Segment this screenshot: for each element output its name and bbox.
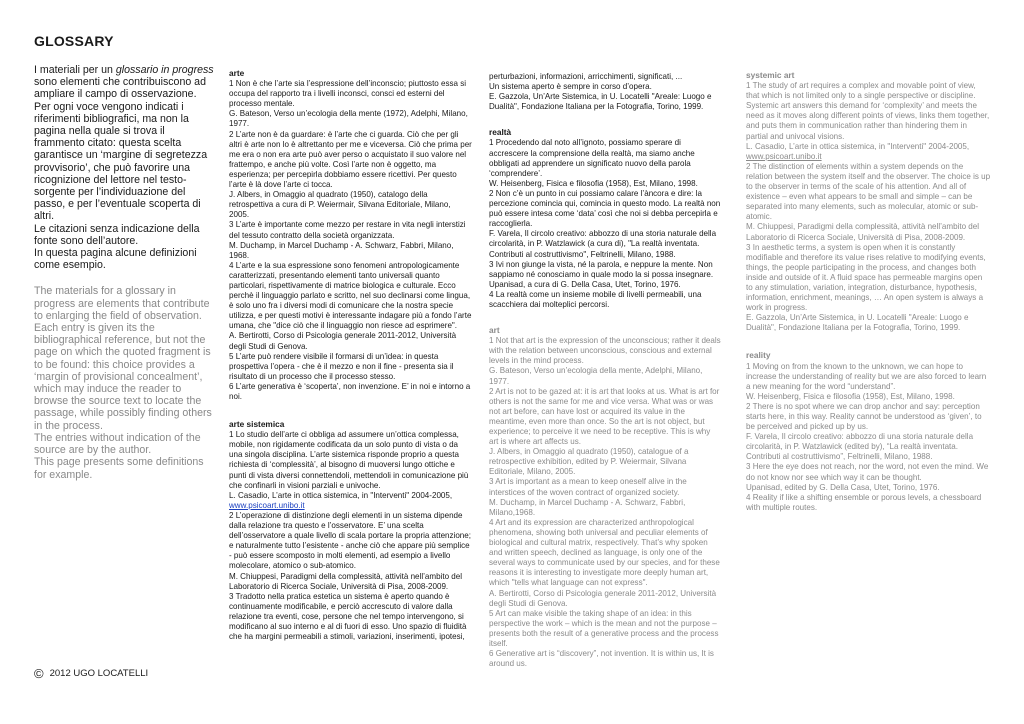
- page-title: GLOSSARY: [34, 33, 114, 49]
- entry-reference: L. Casadio, L’arte in ottica sistemica, in "Interventi" 2004-2005,: [746, 141, 970, 151]
- entry-reference: J. Albers, in Omaggio al quadrato (1950), catalogue of a retrospective exhibition, edited by P. Weiermair, Silvana Editoriale, Milano, 2005.: [489, 447, 689, 477]
- copyright: [34, 666, 148, 681]
- entry: 3 L’arte è importante come mezzo per restare in vita negli interstizi del tessuto contratto della società organizzata.: [229, 220, 466, 240]
- entry: 3 Tradotto nella pratica estetica un sistema è aperto quando è continuamente modificabile, e perciò accrescuto di valore dalla relazione tra eventi, cose, persone che nel tempo intervengono, si modificano al suo interno e al di fuori di esso. Uno spazio di fluidità che ha margini permeabili a stimoli, variazioni, inserimenti, ipotesi,: [229, 591, 467, 642]
- entry-reference: W. Heisenberg, Fisica e filosofia (1958), Est, Milano, 1998.: [489, 178, 698, 188]
- intro-english-note: This page presents some definitions for example.: [34, 456, 204, 481]
- section-title-art: art: [489, 325, 500, 336]
- entry: 5 Art can make visible the taking shape of an idea: in this perspective the work – which is the mean and not the purpose – presents both the result of a generative process and the process itself.: [489, 608, 719, 648]
- entry-reference: Upanisad, a cura di G. Della Casa, Utet, Torino, 1976.: [489, 279, 681, 289]
- entry-reference: M. Chiuppesi, Paradigmi della complessità, attività nell’ambito del Laboratorio di Ricerca Sociale, Università di Pisa, 2008-2009.: [746, 222, 980, 242]
- entry: 1 Lo studio dell’arte ci obbliga ad assumere un’ottica complessa, mobile, non rigidamente codificata da un solo punto di vista o da una singola disciplina. L’arte sistemica risponde proprio a questa richiesta di ‘complessità’, al bisogno di muoversi lungo ottiche e punti di vista diversi connettendoli, mettendoli in comunicazione più che confinarli in visioni parziali e univoche.: [229, 430, 469, 490]
- entry: 4 L’arte e la sua espressione sono fenomeni antropologicamente caratterizzati, presentando elementi tanto universali quanto particolari, rispettivamente di matrice biologica e culturale. Ecco perchè il linguaggio parlato e scritto, nel suo declinarsi come lingua, è solo uno fra i diversi modi di comunicare che la nostra specie utilizza, e per questi motivi è interessante indagare più a fondo l’arte umana, che "dice ciò che il linguaggio non riesce ad esprimere".: [229, 260, 472, 331]
- entry: 2 L’operazione di distinzione degli elementi in un sistema dipende dalla relazione tra questo e l’osservatore. E’ una scelta dell’osservatore a quale livello di scala portare la propria attenzione; e naturalmente tutto l’esistente - anche ciò che appare più semplice - può essere scomposto in molti elementi, ad esempio a livello molecolare, atomico o sub-atomico.: [229, 510, 471, 571]
- intro-text-italic: glossario in progress: [115, 64, 214, 76]
- intro-italian-note: Le citazioni senza indicazione della fonte sono dell’autore.: [34, 222, 200, 247]
- copyright-icon: ©: [34, 666, 44, 681]
- column-1: [229, 68, 472, 642]
- section-title-realta: realtà: [489, 127, 512, 138]
- entry-reference: Upanisad, edited by G. Della Casa, Utet, Torino, 1976.: [746, 482, 940, 492]
- entry: 6 Generative art is “discovery”, not invention. It is within us, It is around us.: [489, 649, 714, 669]
- entry: 2 Non c’è un punto in cui possiamo calare l’àncora e dire: la percezione comincia qui, comincia in questo modo. La realtà non può essere intesa come ‘data’ così che noi si debba percepirla e raccoglierla.: [489, 188, 721, 229]
- entry-reference: W. Heisenberg, Fisica e filosofia (1958), Est, Milano, 1998.: [746, 391, 955, 401]
- entry: 5 L’arte può rendere visibile il formarsi di un’idea: in questa prospettiva l’opera - che è il mezzo e non il fine - presenta sia il risultato di un processo che il processo stesso.: [229, 351, 454, 381]
- entry: 2 There is no spot where we can drop anchor and say: perception starts here, in this way. Reality cannot be understood as ‘given’, to be perceived and picked up by us.: [746, 401, 982, 432]
- entry: 1 Not that art is the expression of the unconscious; rather it deals with the relation between unconscious, conscious and external levels in the mind process.: [489, 336, 721, 366]
- entry-reference: G. Bateson, Verso un’ecologia della mente (1972), Adelphi, Milano, 1977.: [229, 109, 468, 129]
- entry: 1 The study of art requires a complex and movable point of view, that which is not limited only to a single perspective or discipline. Systemic art answers this demand for ‘complexity’ and meets the need as it moves along different points of views, links them together, and puts them in communication rather than hindering them in partial and univocal visions.: [746, 81, 990, 141]
- entry: 2 Art is not to be gazed at: it is art that looks at us. What is art for others is not the same for me and vice versa. What was or was not art before, can have lost or acquired its value in the meantime, even more than once. So the art is not object, but experience; to perceive it we need to be receptive. This is why art is where art affects us.: [489, 386, 720, 447]
- entry-reference: L. Casadio, L’arte in ottica sistemica, in "Interventi" 2004-2005,: [229, 490, 453, 500]
- entry: Un sistema aperto è sempre in corso d’opera.: [489, 82, 652, 92]
- entry: perturbazioni, informazioni, arricchimenti, significati, ...: [489, 72, 683, 81]
- intro-block: [34, 64, 214, 481]
- entry-reference: F. Varela, Il circolo creativo: abbozzo di una storia naturale della circolarità, in P. Watzlawick (a cura di), "La realtà inventata. Contributi al costruttivismo", Feltrinelli, Milano, 1988.: [489, 229, 717, 259]
- entry: 1 Non è che l’arte sia l’espressione dell’inconscio; piuttosto essa si occupa del rapporto tra i livelli inconsci, consci ed esterni del processo mentale.: [229, 79, 467, 109]
- intro-italian-note: Per ogni voce vengono indicati i riferimenti bibliografici, ma non la pagina nella quale si trova il frammento citato: questa scelta garantisce un ‘margine di segretezza provvisorio’, che può favorire una ricognizione del lettore nel testo-sorgente per l’individuazione del passo, e per l’eventuale scoperta di altri.: [34, 100, 208, 223]
- entry-reference: J. Albers, in Omaggio al quadrato (1950), catalogo della retrospettiva a cura di P. Weiermair, Silvana Editoriale, Milano, 2005.: [229, 190, 451, 220]
- entry: 1 Moving on from the known to the unknown, we can hope to increase the understanding of reality but we are also forced to learn a new meaning for the word “understand”.: [746, 361, 987, 391]
- intro-english: The materials for a glossary in progress are elements that contribute to enlarging the field of observation. Each entry is given its the bibliographical reference, but not the page on which the quoted fragment is to be found: this choice provides a ‘margin of provisional concealment’, which may induce the reader to browse the source text to locate the passage, while possibly finding others in the process.: [34, 285, 212, 432]
- entry: 3 Ivi non giunge la vista, né la parola, e neppure la mente. Non sappiamo né conosciamo in quale modo la si possa insegnare.: [489, 259, 714, 279]
- entry-reference: A. Bertirotti, Corso di Psicologia generale 2011-2012, Università degli Studi di Genova.: [489, 588, 717, 608]
- intro-italian-note: In questa pagina alcune definizioni come esempio.: [34, 247, 197, 272]
- entry: 2 L’arte non è da guardare: è l’arte che ci guarda. Ciò che per gli altri è arte non lo è altrettanto per me e viceversa. Ciò che prima per me era o non era arte può aver perso o acquistato il suo valore nel frattempo, e anche più volte. Così l’arte non è oggetto, ma esperienza; per percepirla dobbiamo essere ricettivi. Per questo l’arte è là dove l’arte ci tocca.: [229, 129, 472, 190]
- entry: 6 L’arte generativa è ‘scoperta’, non invenzione. E’ in noi e intorno a noi.: [229, 381, 471, 401]
- entry: 3 Here the eye does not reach, nor the word, not even the mind. We do not know nor see which way it can be thought.: [746, 462, 989, 482]
- entry: 3 In aesthetic terms, a system is open when it is constantly modifiable and therefore its value rises relative to modifying events, things, the people participating in the process, and changes both inside and outside of it. A fluid space has permeable margins open to any stimulation, variation, integration, disturbance, hypothesis, information, enrichment, meanings, … An open system is always a work in progress.: [746, 242, 986, 313]
- entry-reference: G. Bateson, Verso un’ecologia della mente, Adelphi, Milano, 1977.: [489, 366, 703, 386]
- entry-reference: M. Duchamp, in Marcel Duchamp - A. Schwarz, Fabbri, Milano,1968.: [489, 497, 686, 517]
- section-title-reality: reality: [746, 350, 771, 361]
- entry: 3 Art is important as a mean to keep oneself alive in the interstices of the woven contract of organized society.: [489, 477, 687, 497]
- entry: 4 La realtà come un insieme mobile di livelli permeabili, una scacchiera dai molteplici percorsi.: [489, 289, 702, 309]
- entry-reference: E. Gazzola, Un’Arte Sistemica, in U. Locatelli "Areale: Luogo e Dualità", Fondazione Italiana per la Fotografia, Torino, 1999.: [746, 313, 969, 333]
- psicoart-link[interactable]: www.psicoart.unibo.it: [746, 151, 822, 161]
- section-title-arte: arte: [229, 68, 245, 78]
- column-2: [489, 72, 721, 669]
- psicoart-link[interactable]: www.psicoart.unibo.it: [229, 500, 305, 510]
- entry-reference: M. Duchamp, in Marcel Duchamp - A. Schwarz, Fabbri, Milano, 1968.: [229, 240, 454, 260]
- entry: 4 Art and its expression are characterized anthropological phenomena, showing both universal and peculiar elements of biological and cultural matrix, respectively. That’s why spoken and written speech, declined as language, is only one of the several ways to communicate used by our species, and for these reasons it is interesting to investigate more deeply human art, which "tells what language can not express".: [489, 517, 720, 588]
- intro-text: I materiali per un: [34, 64, 116, 76]
- entry-reference: E. Gazzola, Un’Arte Sistemica, in U. Locatelli "Areale: Luogo e Dualità", Fondazione Italiana per la Fotografia, Torino, 1999.: [489, 92, 712, 112]
- intro-english-note: The entries without indication of the source are by the author.: [34, 431, 201, 457]
- entry: 2 The distinction of elements within a system depends on the relation between the system itself and the observer. The choice is up to the observer in terms of the scale of his attention. And all of existence – even what appears to be small and simple – can be separated into many elements, such as molecular, atomic or sub-atomic.: [746, 161, 991, 222]
- entry-reference: M. Chiuppesi, Paradigmi della complessità, attività nell’ambito del Laboratorio di Ricerca Sociale, Università di Pisa, 2008-2009.: [229, 571, 463, 591]
- entry: 4 Reality if like a shifting ensemble or porous levels, a chessboard with multiple routes.: [746, 492, 982, 512]
- column-3: [746, 70, 991, 513]
- intro-italian: [34, 64, 214, 101]
- section-title-systemic-art: systemic art: [746, 70, 795, 80]
- copyright-text: 2012 UGO LOCATELLI: [49, 668, 149, 679]
- entry-reference: F. Varela, Il circolo creativo: abbozzo di una storia naturale della circolarità, in P. Watzlawick (edited by), “La realtà inventata. Contributi al costruttivismo”, Feltrinelli, Milano, 1988.: [746, 432, 974, 462]
- entry-reference: A. Bertirotti, Corso di Psicologia generale 2011-2012, Università degli Studi di Genova.: [229, 331, 457, 351]
- section-title-arte-sistemica: arte sistemica: [229, 419, 285, 430]
- entry: 1 Procedendo dal noto all’ignoto, possiamo sperare di accrescere la comprensione della realtà, ma siamo anche obbligati ad apprendere un significato nuovo della parola ‘comprendere’.: [489, 138, 695, 178]
- intro-text: sono elementi che contribuiscono ad ampliare il campo di osservazione.: [34, 76, 206, 101]
